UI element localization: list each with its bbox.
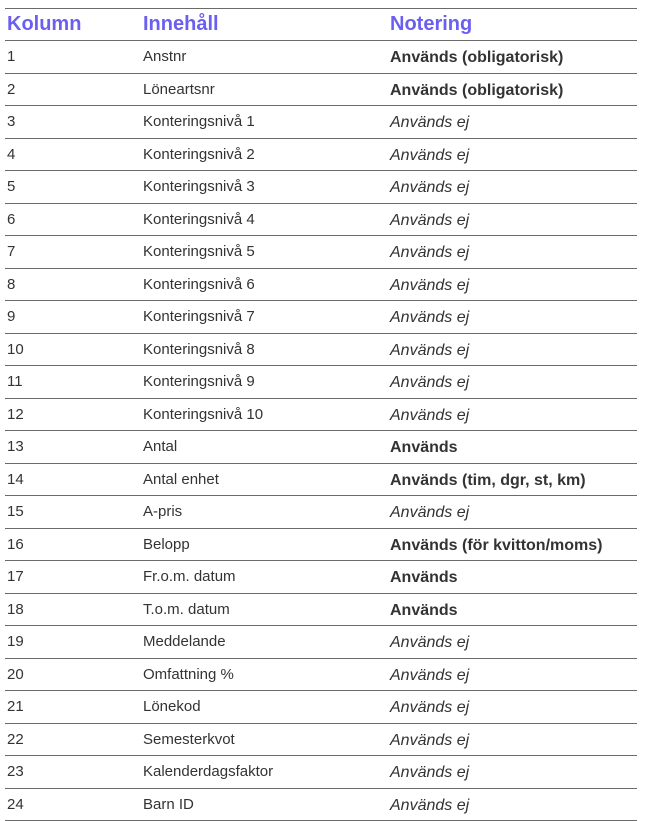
cell-kolumn: 11 bbox=[5, 366, 141, 399]
table-row bbox=[5, 301, 637, 334]
cell-innehall: Konteringsnivå 6 bbox=[141, 268, 388, 301]
cell-kolumn: 7 bbox=[5, 236, 141, 269]
cell-kolumn: 4 bbox=[5, 138, 141, 171]
cell-notering: Används ej bbox=[388, 171, 637, 204]
table-row bbox=[5, 398, 637, 431]
cell-notering: Används ej bbox=[388, 138, 637, 171]
header-innehall: Innehåll bbox=[141, 9, 388, 41]
cell-innehall: Lönekod bbox=[141, 691, 388, 724]
cell-notering: Används ej bbox=[388, 626, 637, 659]
table-row bbox=[5, 788, 637, 821]
cell-kolumn: 22 bbox=[5, 723, 141, 756]
cell-innehall: Barn ID bbox=[141, 788, 388, 821]
table-row bbox=[5, 528, 637, 561]
table-row bbox=[5, 593, 637, 626]
table-row bbox=[5, 203, 637, 236]
cell-innehall: Meddelande bbox=[141, 626, 388, 659]
header-row bbox=[5, 9, 637, 41]
header-kolumn: Kolumn bbox=[5, 9, 141, 41]
cell-notering: Används ej bbox=[388, 496, 637, 529]
cell-notering: Används bbox=[388, 561, 637, 594]
cell-innehall: Konteringsnivå 3 bbox=[141, 171, 388, 204]
cell-kolumn: 3 bbox=[5, 106, 141, 139]
cell-kolumn: 2 bbox=[5, 73, 141, 106]
cell-notering: Används ej bbox=[388, 203, 637, 236]
cell-innehall: Konteringsnivå 4 bbox=[141, 203, 388, 236]
table-row bbox=[5, 691, 637, 724]
cell-kolumn: 18 bbox=[5, 593, 141, 626]
cell-innehall: Anstnr bbox=[141, 41, 388, 74]
table-row bbox=[5, 496, 637, 529]
cell-notering: Används ej bbox=[388, 301, 637, 334]
table-row bbox=[5, 236, 637, 269]
cell-notering: Används ej bbox=[388, 268, 637, 301]
cell-notering: Används ej bbox=[388, 788, 637, 821]
cell-kolumn: 1 bbox=[5, 41, 141, 74]
cell-innehall: Konteringsnivå 10 bbox=[141, 398, 388, 431]
table-row bbox=[5, 756, 637, 789]
cell-innehall: Kalenderdagsfaktor bbox=[141, 756, 388, 789]
cell-notering: Används bbox=[388, 593, 637, 626]
cell-notering: Används ej bbox=[388, 398, 637, 431]
table-row bbox=[5, 658, 637, 691]
cell-kolumn: 17 bbox=[5, 561, 141, 594]
cell-notering: Används ej bbox=[388, 236, 637, 269]
table-row bbox=[5, 73, 637, 106]
table-row bbox=[5, 561, 637, 594]
cell-kolumn: 16 bbox=[5, 528, 141, 561]
cell-innehall: Antal bbox=[141, 431, 388, 464]
cell-notering: Används ej bbox=[388, 723, 637, 756]
cell-innehall: Antal enhet bbox=[141, 463, 388, 496]
cell-notering: Används (obligatorisk) bbox=[388, 41, 637, 74]
table-row bbox=[5, 106, 637, 139]
cell-innehall: A-pris bbox=[141, 496, 388, 529]
cell-kolumn: 14 bbox=[5, 463, 141, 496]
cell-kolumn: 10 bbox=[5, 333, 141, 366]
cell-innehall: Konteringsnivå 9 bbox=[141, 366, 388, 399]
cell-kolumn: 9 bbox=[5, 301, 141, 334]
cell-kolumn: 8 bbox=[5, 268, 141, 301]
cell-innehall: Konteringsnivå 1 bbox=[141, 106, 388, 139]
cell-innehall: Löneartsnr bbox=[141, 73, 388, 106]
cell-innehall: T.o.m. datum bbox=[141, 593, 388, 626]
cell-innehall: Omfattning % bbox=[141, 658, 388, 691]
cell-notering: Används ej bbox=[388, 106, 637, 139]
table-row bbox=[5, 171, 637, 204]
cell-notering: Används ej bbox=[388, 691, 637, 724]
cell-notering: Används bbox=[388, 431, 637, 464]
table-row bbox=[5, 723, 637, 756]
column-spec-table bbox=[5, 8, 637, 821]
cell-notering: Används (obligatorisk) bbox=[388, 73, 637, 106]
cell-kolumn: 24 bbox=[5, 788, 141, 821]
cell-kolumn: 13 bbox=[5, 431, 141, 464]
cell-innehall: Konteringsnivå 2 bbox=[141, 138, 388, 171]
header-notering: Notering bbox=[388, 9, 637, 41]
column-spec-table-wrapper bbox=[5, 8, 637, 821]
cell-kolumn: 23 bbox=[5, 756, 141, 789]
cell-innehall: Konteringsnivå 8 bbox=[141, 333, 388, 366]
table-row bbox=[5, 366, 637, 399]
cell-kolumn: 20 bbox=[5, 658, 141, 691]
table-header bbox=[5, 9, 637, 41]
table-body bbox=[5, 41, 637, 821]
cell-innehall: Konteringsnivå 7 bbox=[141, 301, 388, 334]
table-row bbox=[5, 268, 637, 301]
cell-kolumn: 5 bbox=[5, 171, 141, 204]
table-row bbox=[5, 41, 637, 74]
cell-kolumn: 15 bbox=[5, 496, 141, 529]
cell-notering: Används (för kvitton/moms) bbox=[388, 528, 637, 561]
cell-notering: Används (tim, dgr, st, km) bbox=[388, 463, 637, 496]
table-row bbox=[5, 626, 637, 659]
cell-innehall: Semesterkvot bbox=[141, 723, 388, 756]
cell-notering: Används ej bbox=[388, 366, 637, 399]
cell-notering: Används ej bbox=[388, 756, 637, 789]
cell-innehall: Konteringsnivå 5 bbox=[141, 236, 388, 269]
cell-notering: Används ej bbox=[388, 333, 637, 366]
table-row bbox=[5, 138, 637, 171]
cell-kolumn: 19 bbox=[5, 626, 141, 659]
cell-kolumn: 21 bbox=[5, 691, 141, 724]
cell-innehall: Fr.o.m. datum bbox=[141, 561, 388, 594]
cell-kolumn: 12 bbox=[5, 398, 141, 431]
table-row bbox=[5, 431, 637, 464]
table-row bbox=[5, 463, 637, 496]
cell-innehall: Belopp bbox=[141, 528, 388, 561]
table-row bbox=[5, 333, 637, 366]
cell-kolumn: 6 bbox=[5, 203, 141, 236]
cell-notering: Används ej bbox=[388, 658, 637, 691]
